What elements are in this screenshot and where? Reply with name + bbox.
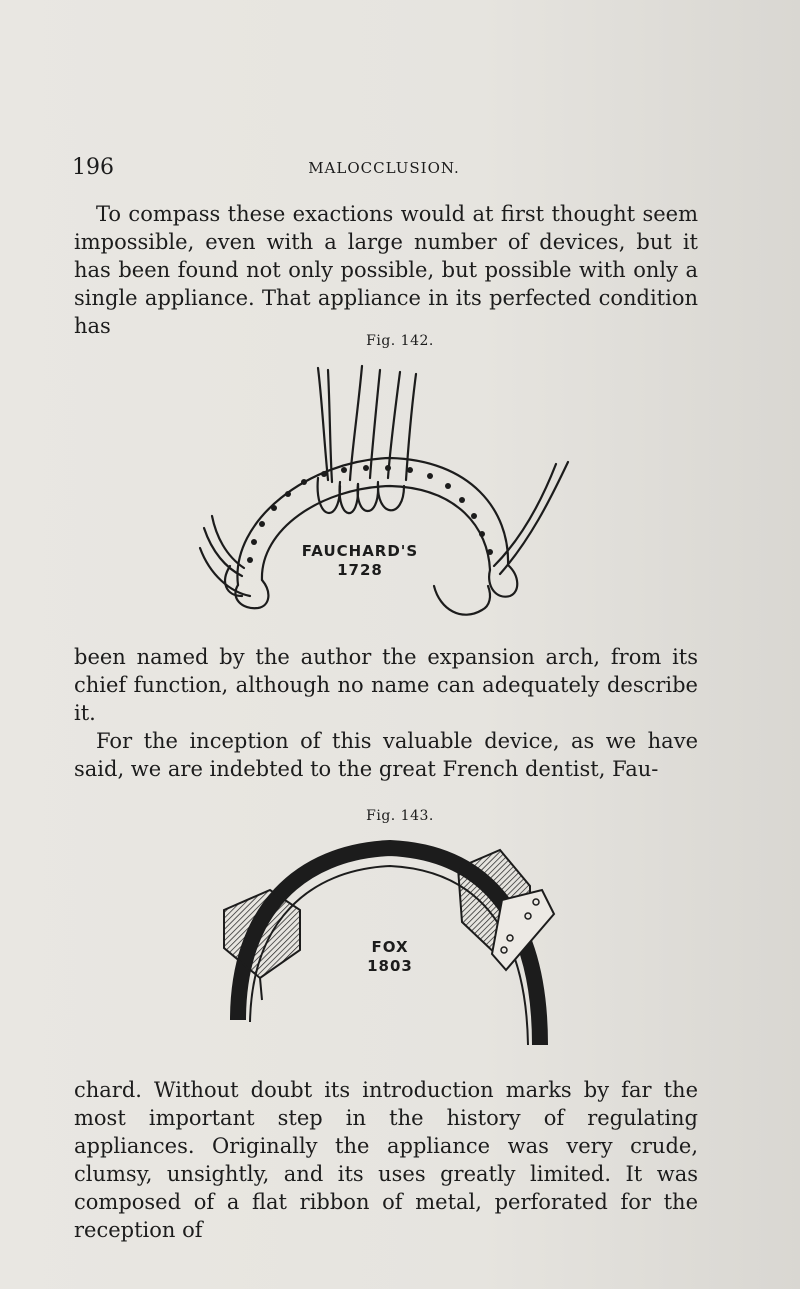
figure-143-label	[340, 938, 440, 976]
figure-142-label	[285, 542, 435, 580]
figure-143-caption: Fig. 143.	[366, 808, 434, 824]
figure-143-label-name: FOX	[371, 938, 409, 956]
paragraph-3: For the inception of this valuable device, as we have said, we are indebted to the great French dentist, Fau-	[74, 729, 698, 781]
figure-142-caption: Fig. 142.	[366, 333, 434, 349]
paragraph-1: To compass these exactions would at first thought seem impossible, even with a large number of devices, but it has been found not only possible, but possible with only a single appliance. That appliance in its perfected condition has	[74, 202, 698, 338]
page-number: 196	[72, 155, 114, 180]
figure-142-fauchard-arch	[190, 360, 590, 640]
page-header	[72, 155, 696, 185]
figure-142-label-name: FAUCHARD'S	[301, 542, 419, 560]
running-head: MALOCCLUSION.	[308, 159, 460, 177]
fauchard-arch-drawing	[190, 360, 590, 640]
paragraph-4: chard. Without doubt its introduction marks by far the most important step in the history of regulating appliances. Originally the appliance was very crude, clumsy, unsightly, and its uses greatly limited. It was composed of a flat ribbon of metal, perforated for the reception of	[74, 1078, 698, 1242]
figure-142-label-year: 1728	[337, 561, 383, 579]
figure-143-label-year: 1803	[367, 957, 413, 975]
figure-143-fox-arch	[210, 830, 570, 1060]
paragraph-2: been named by the author the expansion arch, from its chief function, although no name can adequately describe it.	[74, 645, 698, 725]
